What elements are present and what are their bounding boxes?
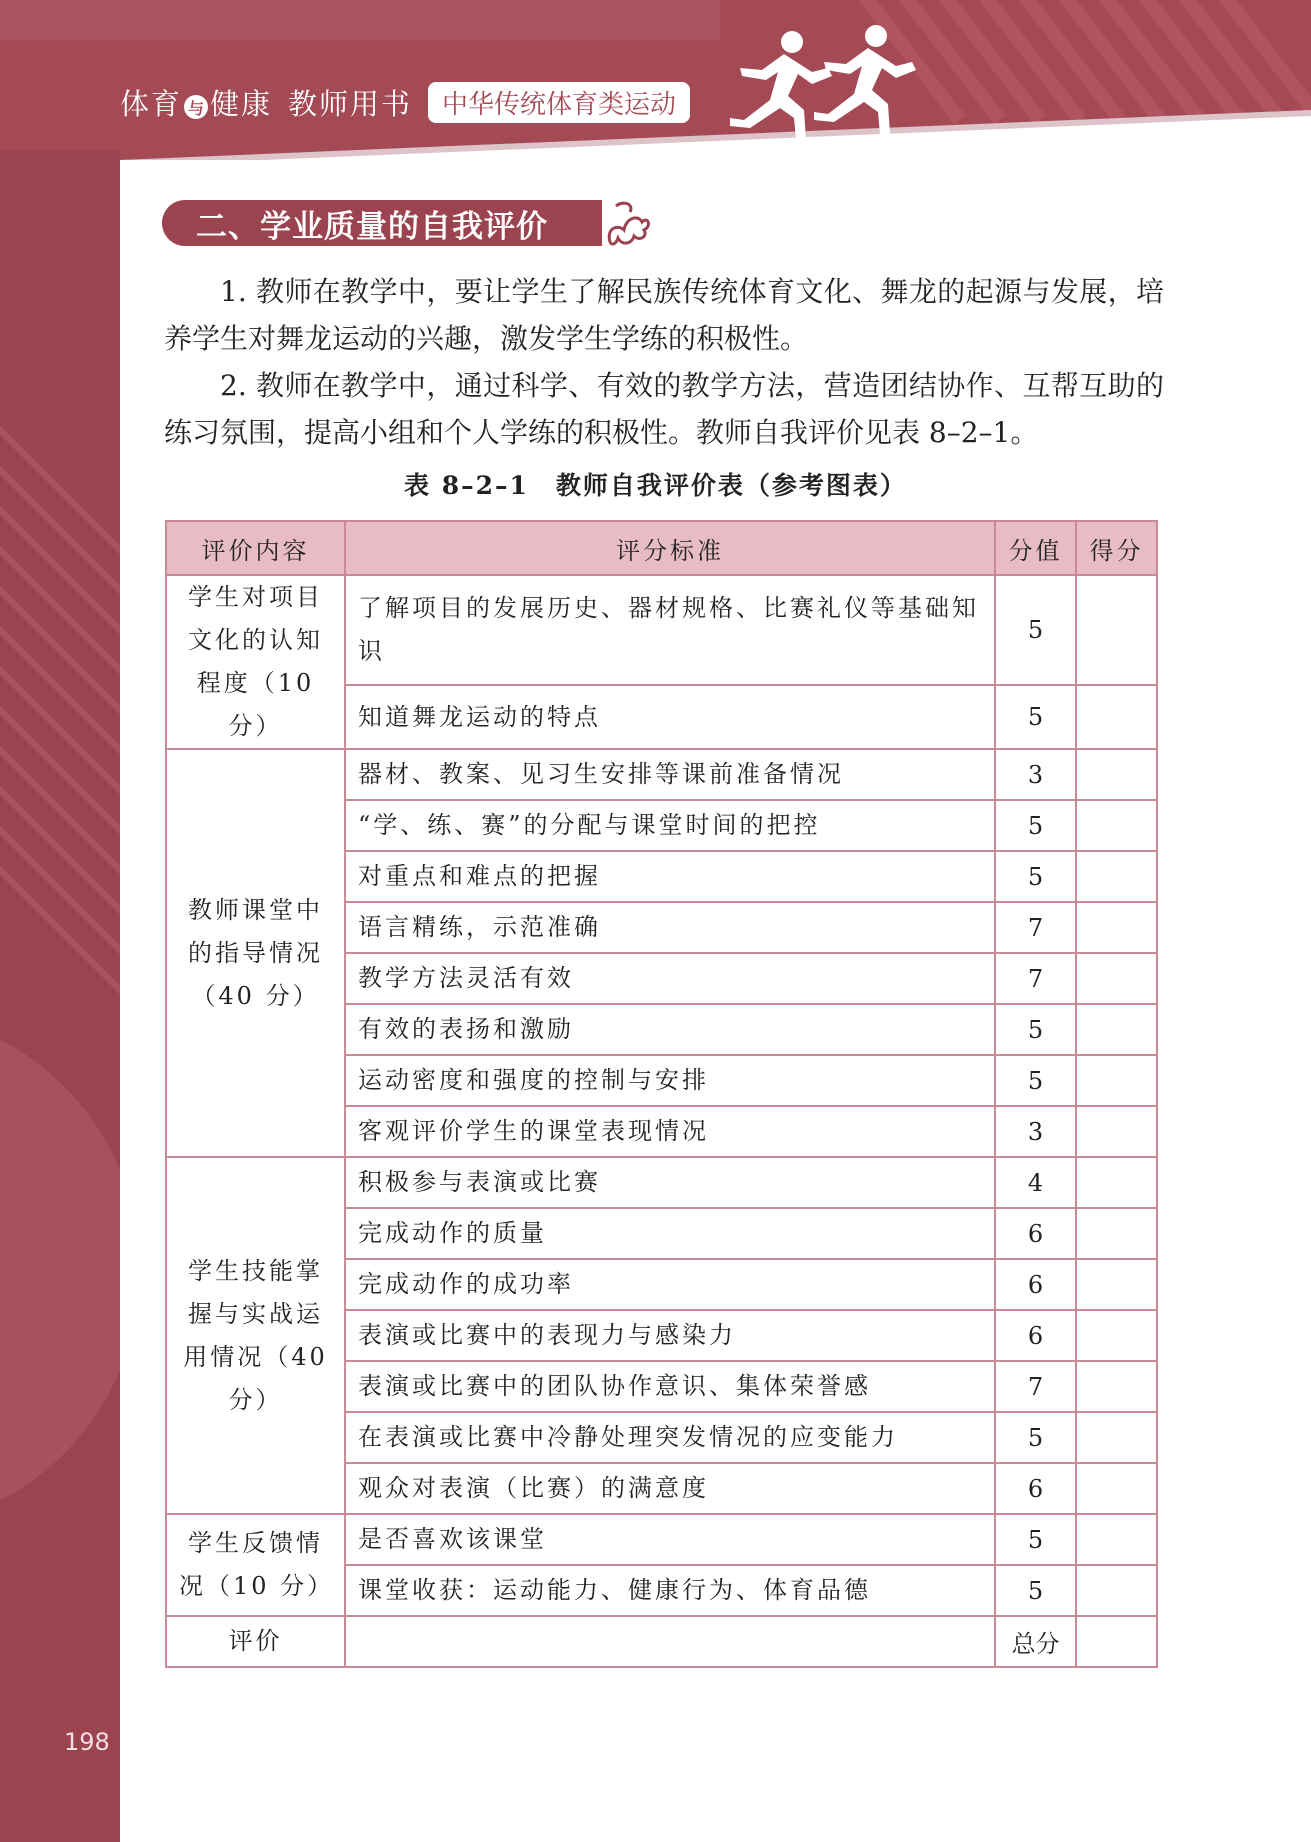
- grade-cell[interactable]: [1076, 1412, 1157, 1463]
- grade-cell[interactable]: [1076, 1565, 1157, 1616]
- grade-cell[interactable]: [1076, 1463, 1157, 1514]
- category-cell: 学生技能掌握与实战运用情况（40 分）: [166, 1157, 345, 1514]
- grade-cell[interactable]: [1076, 1055, 1157, 1106]
- grade-cell[interactable]: [1076, 1259, 1157, 1310]
- section-heading: 二、学业质量的自我评价: [162, 200, 602, 246]
- paragraph-2: 2. 教师在教学中，通过科学、有效的教学方法，营造团结协作、互帮互助的练习氛围，提高小组和个人学练的积极性。教师自我评价见表 8–2–1。: [164, 369, 1164, 449]
- header-category: 评价内容: [166, 521, 345, 575]
- sidebar-pattern: [0, 150, 120, 1842]
- criterion-cell: 完成动作的质量: [345, 1208, 995, 1259]
- runners-icon: [700, 22, 930, 142]
- criterion-cell: 教学方法灵活有效: [345, 953, 995, 1004]
- score-cell: 3: [995, 749, 1076, 800]
- total-cell[interactable]: [1076, 1616, 1157, 1667]
- criterion-cell: 知道舞龙运动的特点: [345, 685, 995, 749]
- table-header-row: [166, 521, 1157, 575]
- score-cell: 6: [995, 1259, 1076, 1310]
- criterion-cell: 完成动作的成功率: [345, 1259, 995, 1310]
- score-cell: 7: [995, 1361, 1076, 1412]
- page-number: 198: [64, 1728, 110, 1756]
- table-row: [166, 1514, 1157, 1565]
- score-cell: 6: [995, 1310, 1076, 1361]
- criterion-cell: 表演或比赛中的表现力与感染力: [345, 1310, 995, 1361]
- table-footer-row: [166, 1616, 1157, 1667]
- category-cell: 学生反馈情况（10 分）: [166, 1514, 345, 1616]
- book-title-badge: 与: [184, 95, 208, 119]
- criterion-cell: 了解项目的发展历史、器材规格、比赛礼仪等基础知识: [345, 575, 995, 685]
- book-title: [120, 82, 272, 123]
- chapter-tag: 中华传统体育类运动: [428, 82, 690, 123]
- score-cell: 5: [995, 1514, 1076, 1565]
- table-row: [166, 1157, 1157, 1208]
- score-cell: 5: [995, 851, 1076, 902]
- book-title-part2: 健康: [210, 86, 273, 121]
- table-row: [166, 575, 1157, 685]
- score-cell: 7: [995, 902, 1076, 953]
- grade-cell[interactable]: [1076, 902, 1157, 953]
- score-cell: 5: [995, 1055, 1076, 1106]
- book-subtitle: 教师用书: [288, 86, 413, 121]
- score-cell: 5: [995, 575, 1076, 685]
- table-caption: 表 8–2–1 教师自我评价表（参考图表）: [404, 471, 907, 500]
- evaluation-cell[interactable]: [345, 1616, 995, 1667]
- score-cell: 6: [995, 1463, 1076, 1514]
- score-cell: 5: [995, 685, 1076, 749]
- paragraph-1: 1. 教师在教学中，要让学生了解民族传统体育文化、舞龙的起源与发展，培养学生对舞龙运动的兴趣，激发学生学练的积极性。: [164, 275, 1164, 355]
- criterion-cell: 器材、教案、见习生安排等课前准备情况: [345, 749, 995, 800]
- criterion-cell: 客观评价学生的课堂表现情况: [345, 1106, 995, 1157]
- criterion-cell: 课堂收获：运动能力、健康行为、体育品德: [345, 1565, 995, 1616]
- criterion-cell: 表演或比赛中的团队协作意识、集体荣誉感: [345, 1361, 995, 1412]
- header-score: 分值: [995, 521, 1076, 575]
- book-header: [120, 80, 690, 124]
- score-cell: 3: [995, 1106, 1076, 1157]
- left-sidebar: [0, 150, 120, 1842]
- grade-cell[interactable]: [1076, 1157, 1157, 1208]
- criterion-cell: 积极参与表演或比赛: [345, 1157, 995, 1208]
- grade-cell[interactable]: [1076, 575, 1157, 685]
- grade-cell[interactable]: [1076, 1361, 1157, 1412]
- score-cell: 4: [995, 1157, 1076, 1208]
- score-cell: 6: [995, 1208, 1076, 1259]
- score-cell: 5: [995, 1412, 1076, 1463]
- score-cell: 7: [995, 953, 1076, 1004]
- header-criterion: 评分标准: [345, 521, 995, 575]
- evaluation-table: [165, 520, 1158, 1668]
- book-title-part1: 体育: [120, 86, 183, 121]
- evaluation-label: 评价: [166, 1616, 345, 1667]
- category-cell: 教师课堂中的指导情况（40 分）: [166, 749, 345, 1157]
- cloud-ornament-icon: [604, 198, 652, 248]
- criterion-cell: 对重点和难点的把握: [345, 851, 995, 902]
- grade-cell[interactable]: [1076, 1004, 1157, 1055]
- criterion-cell: 观众对表演（比赛）的满意度: [345, 1463, 995, 1514]
- criterion-cell: 在表演或比赛中冷静处理突发情况的应变能力: [345, 1412, 995, 1463]
- criterion-cell: 有效的表扬和激励: [345, 1004, 995, 1055]
- grade-cell[interactable]: [1076, 749, 1157, 800]
- header-grade: 得分: [1076, 521, 1157, 575]
- criterion-cell: 语言精练，示范准确: [345, 902, 995, 953]
- grade-cell[interactable]: [1076, 851, 1157, 902]
- score-cell: 5: [995, 1565, 1076, 1616]
- table-row: [166, 749, 1157, 800]
- grade-cell[interactable]: [1076, 685, 1157, 749]
- category-cell: 学生对项目文化的认知程度（10 分）: [166, 575, 345, 749]
- grade-cell[interactable]: [1076, 1514, 1157, 1565]
- grade-cell[interactable]: [1076, 1208, 1157, 1259]
- grade-cell[interactable]: [1076, 1106, 1157, 1157]
- score-cell: 5: [995, 1004, 1076, 1055]
- criterion-cell: “学、练、赛”的分配与课堂时间的把控: [345, 800, 995, 851]
- criterion-cell: 运动密度和强度的控制与安排: [345, 1055, 995, 1106]
- grade-cell[interactable]: [1076, 953, 1157, 1004]
- grade-cell[interactable]: [1076, 1310, 1157, 1361]
- score-cell: 5: [995, 800, 1076, 851]
- criterion-cell: 是否喜欢该课堂: [345, 1514, 995, 1565]
- total-label: 总分: [995, 1616, 1076, 1667]
- grade-cell[interactable]: [1076, 800, 1157, 851]
